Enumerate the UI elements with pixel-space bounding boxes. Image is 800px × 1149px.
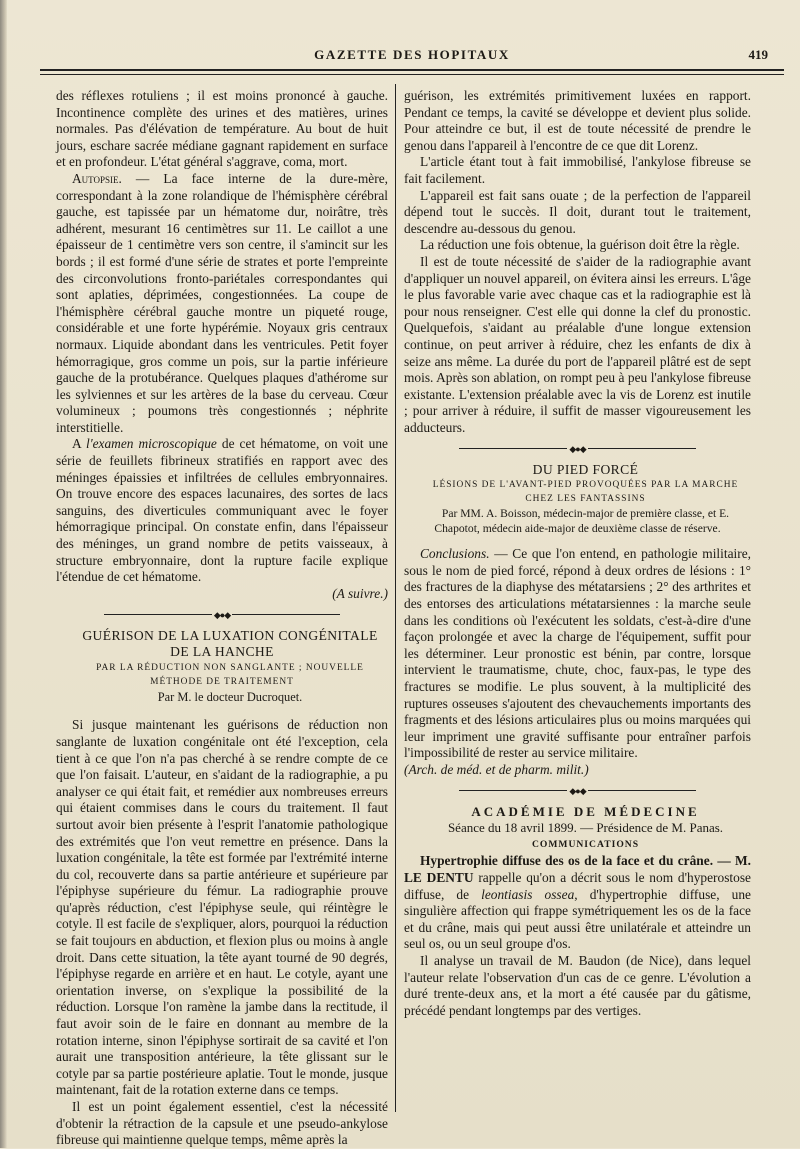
source-citation: (Arch. de méd. et de pharm. milit.): [404, 761, 589, 777]
article-subtitle: LÉSIONS DE L'AVANT-PIED PROVOQUÉES PAR LA MARCHE: [432, 480, 739, 491]
paragraph: Il est de toute nécessité de s'aider de la radiographie avant d'appliquer un nouvel appareil, on évitera ainsi les erreurs. L'âge le plus favorable varie avec chaque cas et la radiographie est là pour nous renseigner. C'est elle qui donne la clef du pronostic. Quelquefois, s'aidant au préalable d'une longue extension continue, on peut arriver à réduire, chez les enfants de dix à seize ans même. La durée du port de l'appareil plâtré est de sept mois. Après son ablation, on rompt peu à peu l'ankylose fibreuse existante. L'extension préalable avec la vis de Lorenz est inutile ; pour arriver à réduire, il suffit de masser vigoureusement les adducteurs.: [404, 253, 751, 435]
micro-prefix: A: [72, 436, 86, 452]
paragraph: des réflexes rotuliens ; il est moins prononcé à gauche. Incontinence complète des urines et des matières, urines normales. Pas d'élévation de température. Au bout de huit jours, eschare sacrée médiane gagnant rapidement en surface et en profondeur. L'état général s'aggrave, coma, mort.: [56, 88, 388, 170]
left-column: [56, 88, 388, 1149]
article-byline: Par M. le docteur Ducroquet.: [157, 689, 303, 704]
paragraph: Si jusque maintenant les guérisons de réduction non sanglante de luxation congénitale ont été l'exception, cela tient à ce que l'on n'a pas cherché à se rendre compte de ce que l'on faisait. L'auteur, en s'aidant de la radiographie, a pu analyser ce qui était fait, et remédier aux nombreuses erreurs qui étaient commises dans le cours du traitement. Il faut surtout avoir bien présente à l'esprit l'anatomie pathologique des extrémités que l'on veut remettre en présence. Dans la luxation congénitale, la tête est formée par l'extrémité interne du col, recouverte dans sa partie antérieure et supérieure par l'épiphyse supérieure du fémur. La radiographie prouve qu'après réduction, c'est l'épiphyse seule, qui réintègre le cotyle. Il est facile de s'expliquer, alors, pourquoi la réduction se fait toujours en abduction, et flexion plus ou moins à angle droit. Dans cette situation, la tête ayant tourné de 90 degrés, l'épiphyse regarde en arrière et en haut. Le cotyle, ayant une orientation inverse, on s'explique la possibilité de la réduction. Lorsque l'on ramène la jambe dans la rectitude, il faut avoir soin de le faire en donnant au membre de la rotation interne, sinon l'épiphyse sortirait de sa cavité et l'on aurait une transposition antérieure, la tête glissant sur le cotyle par sa partie postérieure aplatie. Tout le monde, jusque maintenant, fait de la rotation externe dans ce temps.: [56, 717, 388, 1098]
article-byline: Par MM. A. Boisson, médecin-major de première classe, et E. Chapotot, médecin aide-major de deuxième classe de réserve.: [434, 507, 730, 536]
communications-heading: COMMUNICATIONS: [531, 838, 640, 850]
journal-title: GAZETTE DES HOPITAUX: [314, 47, 510, 62]
autopsie-label: Autopsie.: [72, 170, 122, 186]
conclusions-label: Conclusions.: [420, 546, 490, 562]
column-divider: [395, 84, 396, 1112]
micro-text: de cet hématome, on voit une série de feuillets fibrineux stratifiés en rapport avec des méninges épaissies et infiltrées de cellules embryonnaires. On trouve encore des espaces lacunaires, des sortes de lacs sanguins, des diverticules communiquant avec le foyer hémorragique principal. On constate enfin, dans l'épaisseur des méninges, un grand nombre de petits vaisseaux, à structure embryonnaire, dont la rupture facile explique l'étendue de cet hématome.: [56, 436, 389, 585]
seance-line: Séance du 18 avril 1899. — Présidence de M. Panas.: [447, 820, 724, 836]
paragraph: L'appareil est fait sans ouate ; de la perfection de l'appareil dépend tout le succès. Il doit, durant tout le traitement, descendre au-dessous du genou.: [404, 187, 751, 236]
hypertrophie-author: M. LE DENTU: [404, 853, 751, 886]
article-title: GUÉRISON DE LA LUXATION CONGÉNITALE DE LA HANCHE: [82, 627, 378, 660]
right-column: [404, 88, 751, 1019]
section-heading: ACADÉMIE DE MÉDECINE: [471, 803, 700, 819]
autopsie-paragraph: [56, 171, 388, 437]
hypertrophie-title: Hypertrophie diffuse des os de la face et du crâne. —: [420, 853, 731, 869]
conclusions-text: — Ce que l'on entend, en pathologie militaire, sous le nom de pied forcé, répond à deux ordres de lésions : 1° des fractures de la diaphyse des métatarsiens ; 2° des arthrites et des entorses des articulations métatarsiennes : la marche seule dans les conditions où l'exécutent les soldats, c'est-à-dire d'une façon prolongée et avec la charge de l'équipement, suffit pour les déterminer. Leur pronostic est bénin, par contre, lorsque intervient le traumatisme, chute, choc, faux-pas, le type des fractures se modifie. Le plus souvent, à la multiplicité des ruptures osseuses s'ajoutent des chevauchements importants des fragments et des lésions articulaires plus ou moins marquées qui leur impriment une gravité suffisante pour entraîner parfois l'impossibilité de rester au service militaire.: [404, 546, 751, 761]
micro-italic: l'examen microscopique: [85, 436, 217, 452]
header-rule-thick: [40, 69, 784, 71]
article-subtitle-2: CHEZ LES FANTASSINS: [525, 494, 646, 505]
section-ornament: ◆●◆: [404, 444, 751, 452]
hypertrophie-text-2: , d'hypertrophie diffuse, une singulière affection qui frappe symétriquement les os de la face et du crâne, mais qui peut aussi être unilatérale et atteindre un seul os, ou un seul groupe d'os.: [404, 886, 752, 952]
section-ornament: ◆●◆: [404, 787, 751, 795]
section-ornament: ◆●◆: [56, 610, 388, 618]
microscopy-paragraph: [56, 436, 388, 585]
paragraph: La réduction une fois obtenue, la guérison doit être la règle.: [420, 237, 740, 253]
hypertrophie-italic: leontiasis ossea: [481, 886, 575, 902]
page-number: 419: [748, 47, 768, 62]
paragraph: L'article étant tout à fait immobilisé, l'ankylose fibreuse se fait facilement.: [404, 154, 751, 186]
page-header: [40, 44, 784, 66]
autopsie-text: — La face interne de la dure-mère, correspondant à la zone rolandique de l'hémisphère cérébral gauche, est tapissée par un hématome dur, noirâtre, très adhérent, mesurant 16 centimètres sur 11. Le caillot a une épaisseur de 1 centimètre vers son centre, il s'amincit sur les bords ; il est formé d'une série de strates et porte l'empreinte des circonvolutions fronto-pariétales correspondantes qui sont aplaties, déprimées, congestionnées. La coupe de l'hémisphère cérébral gauche montre un piqueté rouge, considérable et une forte hypérémie. Noyaux gris centraux normaux. Liquide abondant dans les ventricules. Petit foyer hémorragique, gros comme un pois, sur la partie inférieure gauche de la protubérance. Quelques plaques d'athérome sur les sylviennes et sur les artères de la base du cerveau. Cœur volumineux ; poumons très congestionnés ; néphrite interstitielle.: [56, 170, 388, 435]
article-title: DU PIED FORCÉ: [532, 461, 639, 477]
article-subtitle: PAR LA RÉDUCTION NON SANGLANTE ; NOUVELLE MÉTHODE DE TRAITEMENT: [96, 662, 364, 687]
a-suivre: (A suivre.): [332, 585, 388, 601]
paragraph: Il analyse un travail de M. Baudon (de Nice), dans lequel l'auteur relate l'observation d'un cas de ce genre. L'évolution a duré trente-deux ans, et la mort a été causée par du gâtisme, précédé pendant longtemps par des vertiges.: [404, 953, 751, 1018]
header-rule-thin: [40, 74, 784, 75]
hypertrophie-paragraph: [404, 853, 751, 953]
paragraph: Il est un point également essentiel, c'est la nécessité d'obtenir la rétraction de la capsule et une pseudo-ankylose fibreuse qui maintienne quelque temps, même après la: [56, 1099, 388, 1148]
page-binding-edge: [0, 0, 7, 1148]
conclusions-paragraph: [404, 546, 751, 762]
hypertrophie-text-1: rappelle qu'on a décrit sous le nom d'hyperostose diffuse, de: [404, 870, 751, 902]
paragraph: guérison, les extrémités primitivement luxées en rapport. Pendant ce temps, la cavité se développe et devient plus solide. Pour atteindre ce but, il est de toute nécessité de prendre le genou dans l'appareil à l'encontre de ce que dit Lorenz.: [404, 88, 751, 153]
